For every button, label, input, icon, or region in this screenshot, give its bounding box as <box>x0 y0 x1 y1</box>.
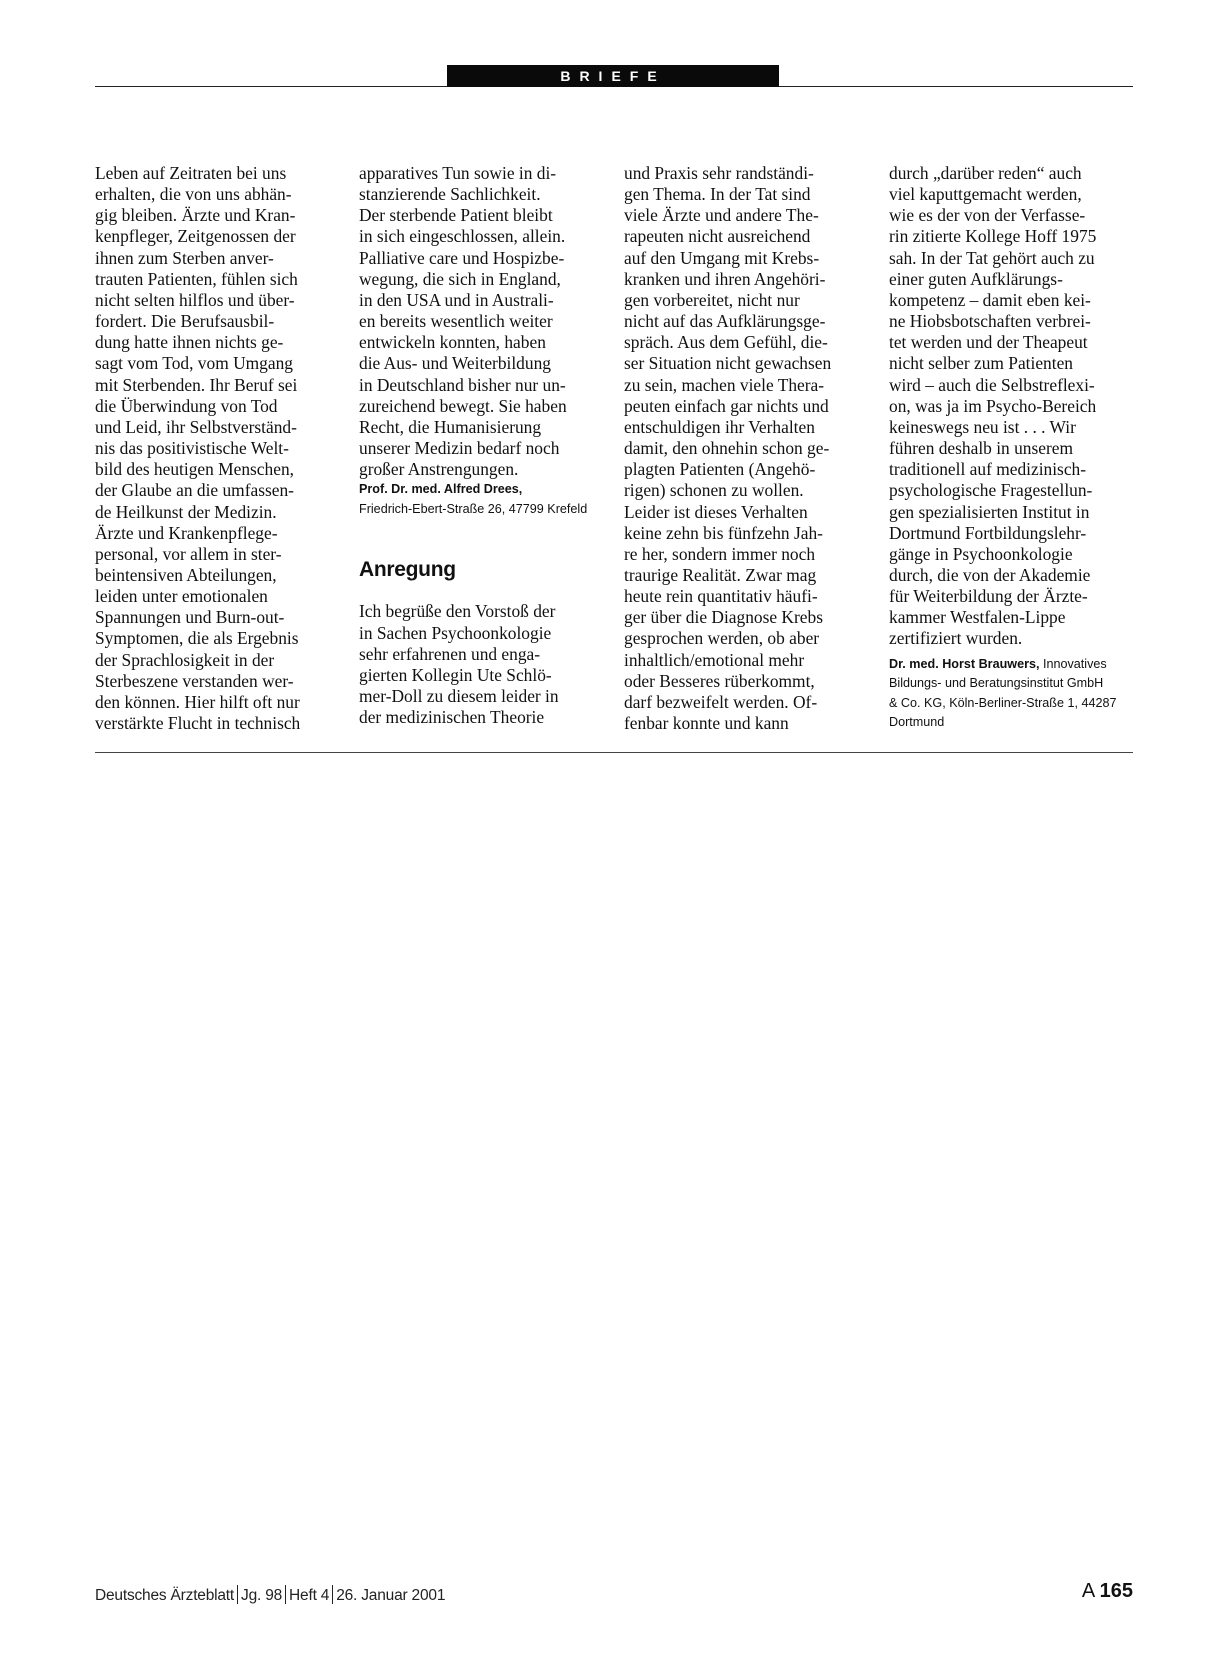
text-line: sah. In der Tat gehört auch zu <box>889 247 1095 268</box>
text-line: die Aus- und Weiterbildung <box>359 353 551 374</box>
text-line: traditionell auf medizinisch- <box>889 459 1087 480</box>
text-line: wegung, die sich in England, <box>359 268 561 289</box>
journal-name: Deutsches Ärzteblatt <box>95 1587 235 1604</box>
text-line: plagten Patienten (Angehö- <box>624 459 816 480</box>
text-line: gen Thema. In der Tat sind <box>624 184 811 205</box>
text-line: Bildungs- und Beratungsinstitut GmbH <box>889 676 1104 691</box>
text-line: Sterbeszene verstanden wer- <box>95 670 294 691</box>
text-line: Palliative care und Hospizbe- <box>359 247 565 268</box>
signature-address <box>889 674 1129 733</box>
text-line: wie es der von der Verfasse- <box>889 205 1086 226</box>
text-line: und Leid, ihr Selbstverständ- <box>95 416 297 437</box>
text-line: Der sterbende Patient bleibt <box>359 205 553 226</box>
text-line: unserer Medizin bedarf noch <box>359 438 560 459</box>
page-number-value: 165 <box>1099 1580 1133 1602</box>
signature-name: Prof. Dr. med. Alfred Drees, <box>359 482 523 497</box>
text-line: oder Besseres rüberkommt, <box>624 670 815 691</box>
journal-volume: Jg. 98 <box>241 1587 283 1604</box>
text-line: trauten Patienten, fühlen sich <box>95 268 298 289</box>
text-line: traurige Realität. Zwar mag <box>624 564 817 585</box>
text-line: entwickeln konnten, haben <box>359 332 546 353</box>
text-line: verstärkte Flucht in technisch <box>95 713 301 734</box>
text-line: mit Sterbenden. Ihr Beruf sei <box>95 374 298 395</box>
text-line: sehr erfahrenen und enga- <box>359 643 541 664</box>
text-line: auf den Umgang mit Krebs- <box>624 247 820 268</box>
text-line: durch „darüber reden“ auch <box>889 163 1082 183</box>
text-line: beintensiven Abteilungen, <box>95 564 277 585</box>
text-line: zertifiziert wurden. <box>889 628 1023 649</box>
text-line: gen spezialisierten Institut in <box>889 501 1090 522</box>
text-line: kranken und ihren Angehöri- <box>624 268 826 289</box>
signature-affiliation: Innovatives <box>1039 656 1107 671</box>
text-line: dung hatte ihnen nichts ge- <box>95 332 284 353</box>
text-line: der Sprachlosigkeit in der <box>95 649 275 670</box>
text-line: stanzierende Sachlichkeit. <box>359 184 541 205</box>
text-line: apparatives Tun sowie in di- <box>359 163 557 183</box>
text-line: psychologische Fragestellun- <box>889 480 1093 501</box>
column-4-text <box>889 163 1129 650</box>
text-line: Ich begrüße den Vorstoß der <box>359 601 556 622</box>
text-line: in Deutschland bisher nur un- <box>359 374 566 395</box>
text-line: inhaltlich/emotional mehr <box>624 649 805 670</box>
text-line: viele Ärzte und andere The- <box>624 205 819 226</box>
column-2 <box>359 163 599 728</box>
signature-address <box>359 500 599 520</box>
text-line: keine zehn bis fünfzehn Jah- <box>624 522 823 543</box>
text-line: Dortmund Fortbildungslehr- <box>889 522 1087 543</box>
text-line: personal, vor allem in ster- <box>95 543 282 564</box>
text-line: die Überwindung von Tod <box>95 395 278 416</box>
signature-name: Dr. med. Horst Brauwers, <box>889 656 1040 671</box>
text-line: gesprochen werden, ob aber <box>624 628 820 649</box>
text-line: leiden unter emotionalen <box>95 586 268 607</box>
text-line: zu sein, machen viele Thera- <box>624 374 825 395</box>
text-line: nicht auf das Aufklärungsge- <box>624 311 826 332</box>
text-line: de Heilkunst der Medizin. <box>95 501 277 522</box>
text-line: der medizinischen Theorie <box>359 707 545 728</box>
footer-citation <box>95 1585 445 1605</box>
footer-separator <box>285 1585 286 1604</box>
text-line: gierten Kollegin Ute Schlö- <box>359 664 552 685</box>
column-1 <box>95 163 335 734</box>
text-line: Recht, die Humanisierung <box>359 416 542 437</box>
column-3 <box>624 163 864 734</box>
page-number <box>1082 1580 1133 1603</box>
text-line: tet werden und der Theapeut <box>889 332 1088 353</box>
text-line: ne Hiobsbotschaften verbrei- <box>889 311 1091 332</box>
text-line: und Praxis sehr randständi- <box>624 163 814 183</box>
text-line: en bereits wesentlich weiter <box>359 311 553 332</box>
text-line: heute rein quantitativ häufi- <box>624 586 818 607</box>
text-line: on, was ja im Psycho-Bereich <box>889 395 1097 416</box>
footer-separator <box>237 1585 238 1604</box>
text-line: Symptomen, die als Ergebnis <box>95 628 299 649</box>
text-line: nicht selten hilflos und über- <box>95 289 295 310</box>
text-line: rigen) schonen zu wollen. <box>624 480 804 501</box>
text-line: kenpfleger, Zeitgenossen der <box>95 226 296 247</box>
text-line: Ärzte und Krankenpflege- <box>95 522 278 543</box>
text-line: damit, den ohnehin schon ge- <box>624 438 830 459</box>
section-label: BRIEFE <box>447 65 779 87</box>
text-line: führen deshalb in unserem <box>889 438 1073 459</box>
signature-drees <box>359 480 599 519</box>
article-heading: Anregung <box>359 558 456 582</box>
text-line: in sich eingeschlossen, allein. <box>359 226 566 247</box>
journal-date: 26. Januar 2001 <box>336 1587 446 1604</box>
bottom-rule <box>95 752 1133 753</box>
text-line: zureichend bewegt. Sie haben <box>359 395 567 416</box>
column-3-text <box>624 163 864 734</box>
text-line: einer guten Aufklärungs- <box>889 268 1063 289</box>
text-line: gig bleiben. Ärzte und Kran- <box>95 205 296 226</box>
page-prefix: A <box>1081 1580 1095 1602</box>
text-line: gen vorbereitet, nicht nur <box>624 289 800 310</box>
text-line: kompetenz – damit eben kei- <box>889 289 1091 310</box>
column-4 <box>889 163 1129 733</box>
text-line: den können. Hier hilft oft nur <box>95 691 300 712</box>
text-line: sagt vom Tod, vom Umgang <box>95 353 293 374</box>
text-line: in Sachen Psychoonkologie <box>359 622 552 643</box>
text-line: spräch. Aus dem Gefühl, die- <box>624 332 828 353</box>
text-line: Leider ist dieses Verhalten <box>624 501 808 522</box>
text-line: ihnen zum Sterben anver- <box>95 247 274 268</box>
text-line: Leben auf Zeitraten bei uns <box>95 163 287 183</box>
text-line: re her, sondern immer noch <box>624 543 816 564</box>
text-line: fordert. Die Berufsausbil- <box>95 311 275 332</box>
column-2-text <box>359 163 599 480</box>
text-line: kammer Westfalen-Lippe <box>889 607 1066 628</box>
text-line: nis das positivistische Welt- <box>95 438 289 459</box>
text-line: gänge in Psychoonkologie <box>889 543 1073 564</box>
column-1-text <box>95 163 335 734</box>
text-line: peuten einfach gar nichts und <box>624 395 829 416</box>
journal-issue: Heft 4 <box>289 1587 330 1604</box>
text-line: mer-Doll zu diesem leider in <box>359 685 559 706</box>
text-line: nicht selber zum Patienten <box>889 353 1073 374</box>
text-line: der Glaube an die umfassen- <box>95 480 294 501</box>
text-line: großer Anstrengungen. <box>359 459 519 480</box>
text-line: Friedrich-Ebert-Straße 26, 47799 Krefeld <box>359 501 588 516</box>
text-line: Dortmund <box>889 715 945 730</box>
signature-brauwers <box>889 655 1129 733</box>
text-line: fenbar konnte und kann <box>624 713 789 734</box>
text-line: durch, die von der Akademie <box>889 564 1091 585</box>
text-line: Spannungen und Burn-out- <box>95 607 285 628</box>
text-line: erhalten, die von uns abhän- <box>95 184 292 205</box>
text-line: ser Situation nicht gewachsen <box>624 353 832 374</box>
text-line: ger über die Diagnose Krebs <box>624 607 823 628</box>
column-2-text-continued <box>359 601 599 728</box>
text-line: rin zitierte Kollege Hoff 1975 <box>889 226 1097 247</box>
text-line: keineswegs neu ist . . . Wir <box>889 416 1076 437</box>
text-line: rapeuten nicht ausreichend <box>624 226 811 247</box>
text-line: & Co. KG, Köln-Berliner-Straße 1, 44287 <box>889 695 1117 710</box>
text-line: in den USA und in Australi- <box>359 289 554 310</box>
text-line: entschuldigen ihr Verhalten <box>624 416 815 437</box>
footer-separator <box>332 1585 333 1604</box>
text-line: wird – auch die Selbstreflexi- <box>889 374 1095 395</box>
text-line: darf bezweifelt werden. Of- <box>624 691 818 712</box>
text-line: bild des heutigen Menschen, <box>95 459 294 480</box>
text-line: viel kaputtgemacht werden, <box>889 184 1082 205</box>
text-line: für Weiterbildung der Ärzte- <box>889 586 1088 607</box>
